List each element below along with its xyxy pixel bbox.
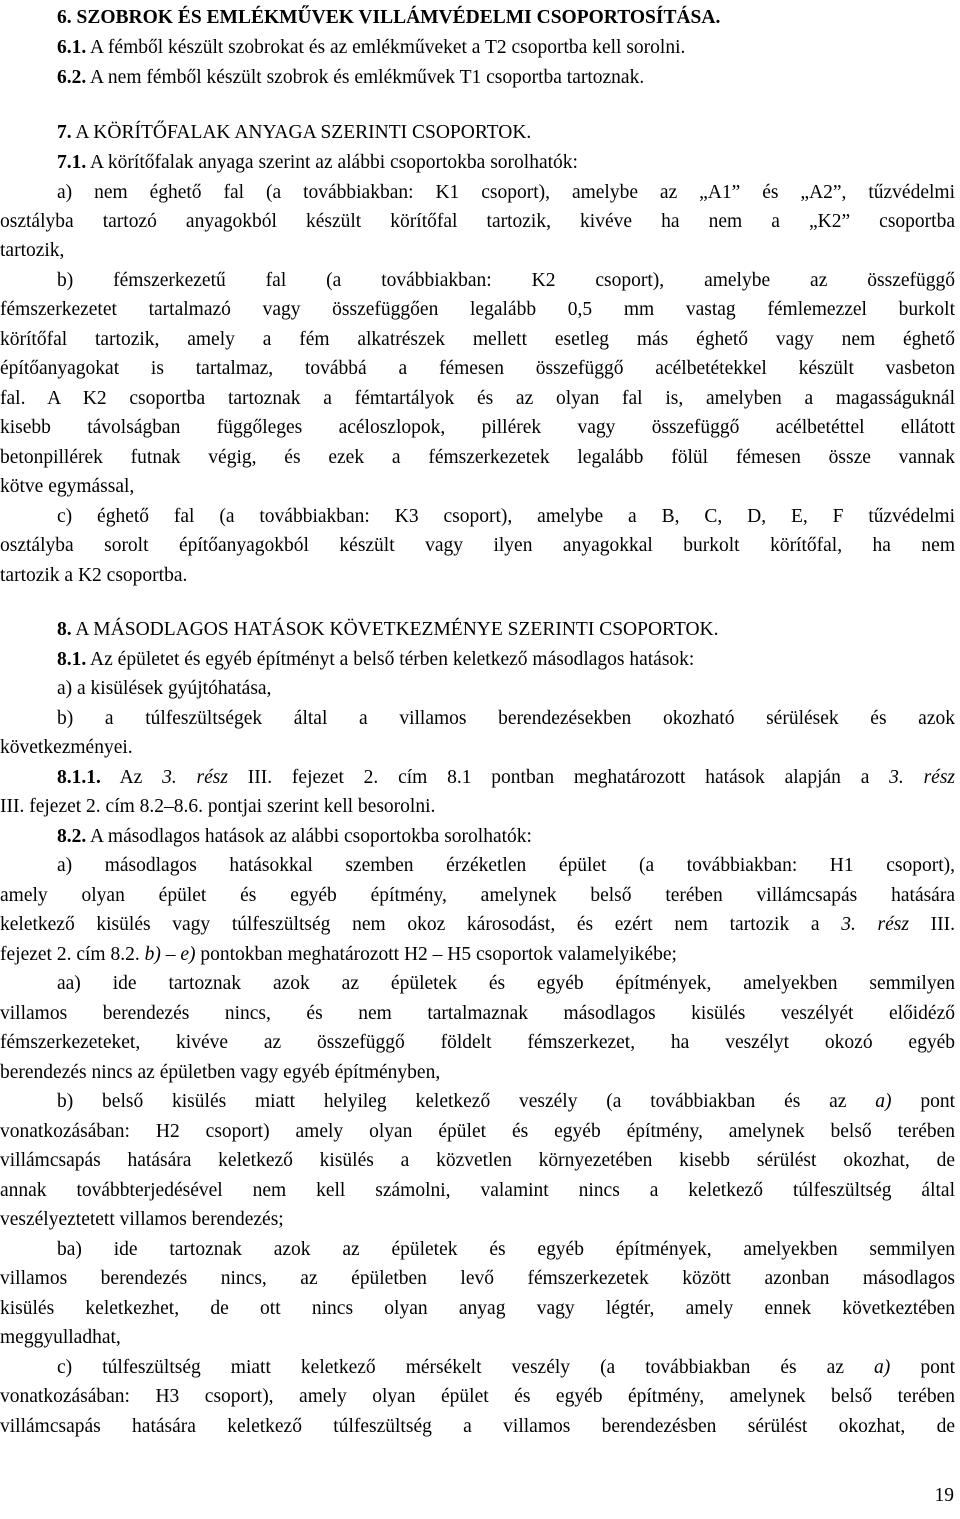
text-run: III. xyxy=(908,914,955,935)
text-line xyxy=(57,1235,955,1266)
text-line xyxy=(0,792,955,823)
text-run: III. fejezet 2. cím 8.2–8.6. pontjai szerint kell besorolni. xyxy=(0,796,436,817)
section-number: 8.1.1. xyxy=(57,767,101,788)
text-run: osztályba sorolt építőanyagokból készült vagy ilyen anyagokkal burkolt körítőfal, ha nem xyxy=(0,535,955,556)
text-run: c) éghető fal (a továbbiakban: K3 csoport), amelybe a B, C, D, E, F tűzvédelmi xyxy=(57,506,955,527)
text-run: b) belső kisülés miatt helyileg keletkező veszély (a továbbiakban és az xyxy=(57,1091,876,1112)
text-line xyxy=(57,178,955,209)
text-run: meggyulladhat, xyxy=(0,1327,121,1348)
text-line xyxy=(0,1323,955,1354)
text-line xyxy=(0,207,955,238)
text-line xyxy=(0,940,955,971)
text-run: villámcsapás hatására keletkező túlfeszültség a villamos berendezésben sérülést okozhat, de xyxy=(0,1416,955,1437)
text-run: kötve egymással, xyxy=(0,476,135,497)
text-line xyxy=(57,763,955,794)
text-line xyxy=(0,881,955,912)
text-run: építőanyagokat is tartalmaz, továbbá a fémesen összefüggő acélbetétekkel készült vasbeton xyxy=(0,358,955,379)
italic-reference: 3. rész xyxy=(889,767,955,788)
text-run: b) fémszerkezetű fal (a továbbiakban: K2 csoport), amelybe az összefüggő xyxy=(57,270,955,291)
text-run: tartozik a K2 csoportba. xyxy=(0,565,188,586)
text-line xyxy=(57,674,960,705)
text-line xyxy=(0,1146,955,1177)
text-line xyxy=(0,1028,955,1059)
text-run: pont xyxy=(891,1091,955,1112)
text-run: annak továbbterjedésével nem kell számolni, valamint nincs a keletkező túlfeszültség által xyxy=(0,1180,955,1201)
text-run: a) másodlagos hatásokkal szemben érzéketlen épület (a továbbiakban: H1 csoport), xyxy=(57,855,955,876)
text-line xyxy=(0,384,955,415)
text-run: körítőfal tartozik, amely a fém alkatrészek mellett esetleg más éghető vagy nem éghető xyxy=(0,329,955,350)
italic-reference: a) xyxy=(874,1357,891,1378)
section-number: 8.1. xyxy=(57,649,87,670)
text-run: következményei. xyxy=(0,737,133,758)
text-run: c) túlfeszültség miatt keletkező mérsékelt veszély (a továbbiakban és az xyxy=(57,1357,875,1378)
text-line xyxy=(57,1087,955,1118)
text-line xyxy=(57,822,960,853)
text-run: A KÖRÍTŐFALAK ANYAGA SZERINTI CSOPORTOK. xyxy=(71,122,532,143)
text-line xyxy=(57,851,955,882)
section-number: 6.2. xyxy=(57,67,87,88)
text-run: Az épületet és egyéb építményt a belső térben keletkező másodlagos hatások: xyxy=(86,649,695,670)
text-run: fal. A K2 csoportba tartoznak a fémtartályok és az olyan fal is, amelyben a magasságuknál xyxy=(0,388,955,409)
italic-reference: 3. rész xyxy=(162,767,228,788)
text-run: b) a túlfeszültségek által a villamos berendezésekben okozható sérülések és azok xyxy=(57,708,955,729)
text-line xyxy=(0,531,955,562)
text-line xyxy=(0,236,955,267)
text-run: fémszerkezetet tartalmazó vagy összefüggően legalább 0,5 mm vastag fémlemezzel burkolt xyxy=(0,299,955,320)
text-run: vonatkozásában: H3 csoport), amely olyan épület és egyéb építmény, amelynek belső terében xyxy=(0,1386,955,1407)
text-run: villamos berendezés nincs, az épületben levő fémszerkezetek között azonban másodlagos xyxy=(0,1268,955,1289)
text-run: fémszerkezeteket, kivéve az összefüggő földelt fémszerkezet, ha veszélyt okozó egyéb xyxy=(0,1032,955,1053)
text-run: A MÁSODLAGOS HATÁSOK KÖVETKEZMÉNYE SZERINTI CSOPORTOK. xyxy=(71,619,719,640)
text-run: keletkező kisülés vagy túlfeszültség nem okoz károsodást, és ezért nem tartozik a xyxy=(0,914,842,935)
section-number: 7. xyxy=(57,122,72,143)
text-line xyxy=(57,615,960,646)
text-run: pont xyxy=(890,1357,956,1378)
text-line xyxy=(0,472,955,503)
text-run: veszélyeztetett villamos berendezés; xyxy=(0,1209,284,1230)
text-run: vonatkozásában: H2 csoport) amely olyan épület és egyéb építmény, amelynek belső terében xyxy=(0,1121,955,1142)
text-line xyxy=(57,63,960,94)
text-line xyxy=(0,354,955,385)
text-run: berendezés nincs az épületben vagy egyéb építményben, xyxy=(0,1062,441,1083)
text-line xyxy=(57,502,955,533)
text-line xyxy=(0,1205,955,1236)
text-run: a) nem éghető fal (a továbbiakban: K1 csoport), amelybe az „A1” és „A2”, tűzvédelmi xyxy=(57,182,955,203)
text-line xyxy=(0,733,955,764)
text-run: A fémből készült szobrokat és az emlékműveket a T2 csoportba kell sorolni. xyxy=(86,37,686,58)
text-run: A másodlagos hatások az alábbi csoportokba sorolhatók: xyxy=(86,826,532,847)
text-run: betonpillérek futnak végig, és ezek a fémszerkezetek legalább fölül fémesen össze vannak xyxy=(0,447,955,468)
text-line xyxy=(0,999,955,1030)
text-line xyxy=(57,118,960,149)
section-number: 6.1. xyxy=(57,37,87,58)
section-number: 7.1. xyxy=(57,152,87,173)
text-run: ba) ide tartoznak azok az épületek és egyéb építmények, amelyekben semmilyen xyxy=(57,1239,955,1260)
text-run: villamos berendezés nincs, és nem tartalmaznak másodlagos kisülés veszélyét előidéző xyxy=(0,1003,955,1024)
text-run: tartozik, xyxy=(0,240,65,261)
text-run: kisülés keletkezhet, de ott nincs olyan anyag vagy légtér, amely ennek következtében xyxy=(0,1298,955,1319)
text-line xyxy=(57,148,960,179)
text-line xyxy=(57,1353,955,1384)
text-run: villámcsapás hatására keletkező kisülés a közvetlen környezetében kisebb sérülést okozhat, de xyxy=(0,1150,955,1171)
page-number: 19 xyxy=(934,1485,954,1506)
text-run: III. fejezet 2. cím 8.1 pontban meghatározott hatások alapján a xyxy=(227,767,890,788)
italic-reference: 3. rész xyxy=(841,914,909,935)
text-line xyxy=(0,1264,955,1295)
text-line xyxy=(57,969,955,1000)
text-run: A körítőfalak anyaga szerint az alábbi csoportokba sorolhatók: xyxy=(86,152,578,173)
text-line xyxy=(0,561,955,592)
text-line xyxy=(0,1412,955,1443)
text-run: aa) ide tartoznak azok az épületek és egyéb építmények, amelyekben semmilyen xyxy=(57,973,955,994)
text-line xyxy=(0,325,955,356)
text-line xyxy=(57,266,955,297)
text-line xyxy=(57,704,955,735)
section-number: 8. xyxy=(57,619,72,640)
text-line xyxy=(0,1117,955,1148)
text-line xyxy=(0,1176,955,1207)
text-line xyxy=(0,443,955,474)
text-line xyxy=(0,910,955,941)
text-line xyxy=(0,1294,955,1325)
text-run: osztályba tartozó anyagokból készült körítőfal tartozik, kivéve ha nem a „K2” csoportba xyxy=(0,211,955,232)
text-line xyxy=(0,413,955,444)
text-run: kisebb távolságban függőleges acéloszlopok, pillérek vagy összefüggő acélbetéttel ellátott xyxy=(0,417,955,438)
text-run: a) a kisülések gyújtóhatása, xyxy=(57,678,272,699)
text-line xyxy=(0,1382,955,1413)
text-run: amely olyan épület és egyéb építmény, amelynek belső terében villámcsapás hatására xyxy=(0,885,955,906)
italic-reference: a) xyxy=(875,1091,892,1112)
italic-reference: b) – e) xyxy=(144,944,196,965)
section-number: 8.2. xyxy=(57,826,87,847)
text-line xyxy=(57,3,960,34)
text-run: pontokban meghatározott H2 – H5 csoportok valamelyikébe; xyxy=(195,944,677,965)
text-line xyxy=(57,33,960,64)
text-line xyxy=(0,295,955,326)
text-run: fejezet 2. cím 8.2. xyxy=(0,944,145,965)
section-number: 6. SZOBROK ÉS EMLÉKMŰVEK VILLÁMVÉDELMI CSOPORTOSÍTÁSA. xyxy=(57,7,721,28)
text-line xyxy=(57,645,960,676)
text-run: Az xyxy=(100,767,163,788)
text-line xyxy=(0,1058,955,1089)
text-run: A nem fémből készült szobrok és emlékművek T1 csoportba tartoznak. xyxy=(86,67,645,88)
